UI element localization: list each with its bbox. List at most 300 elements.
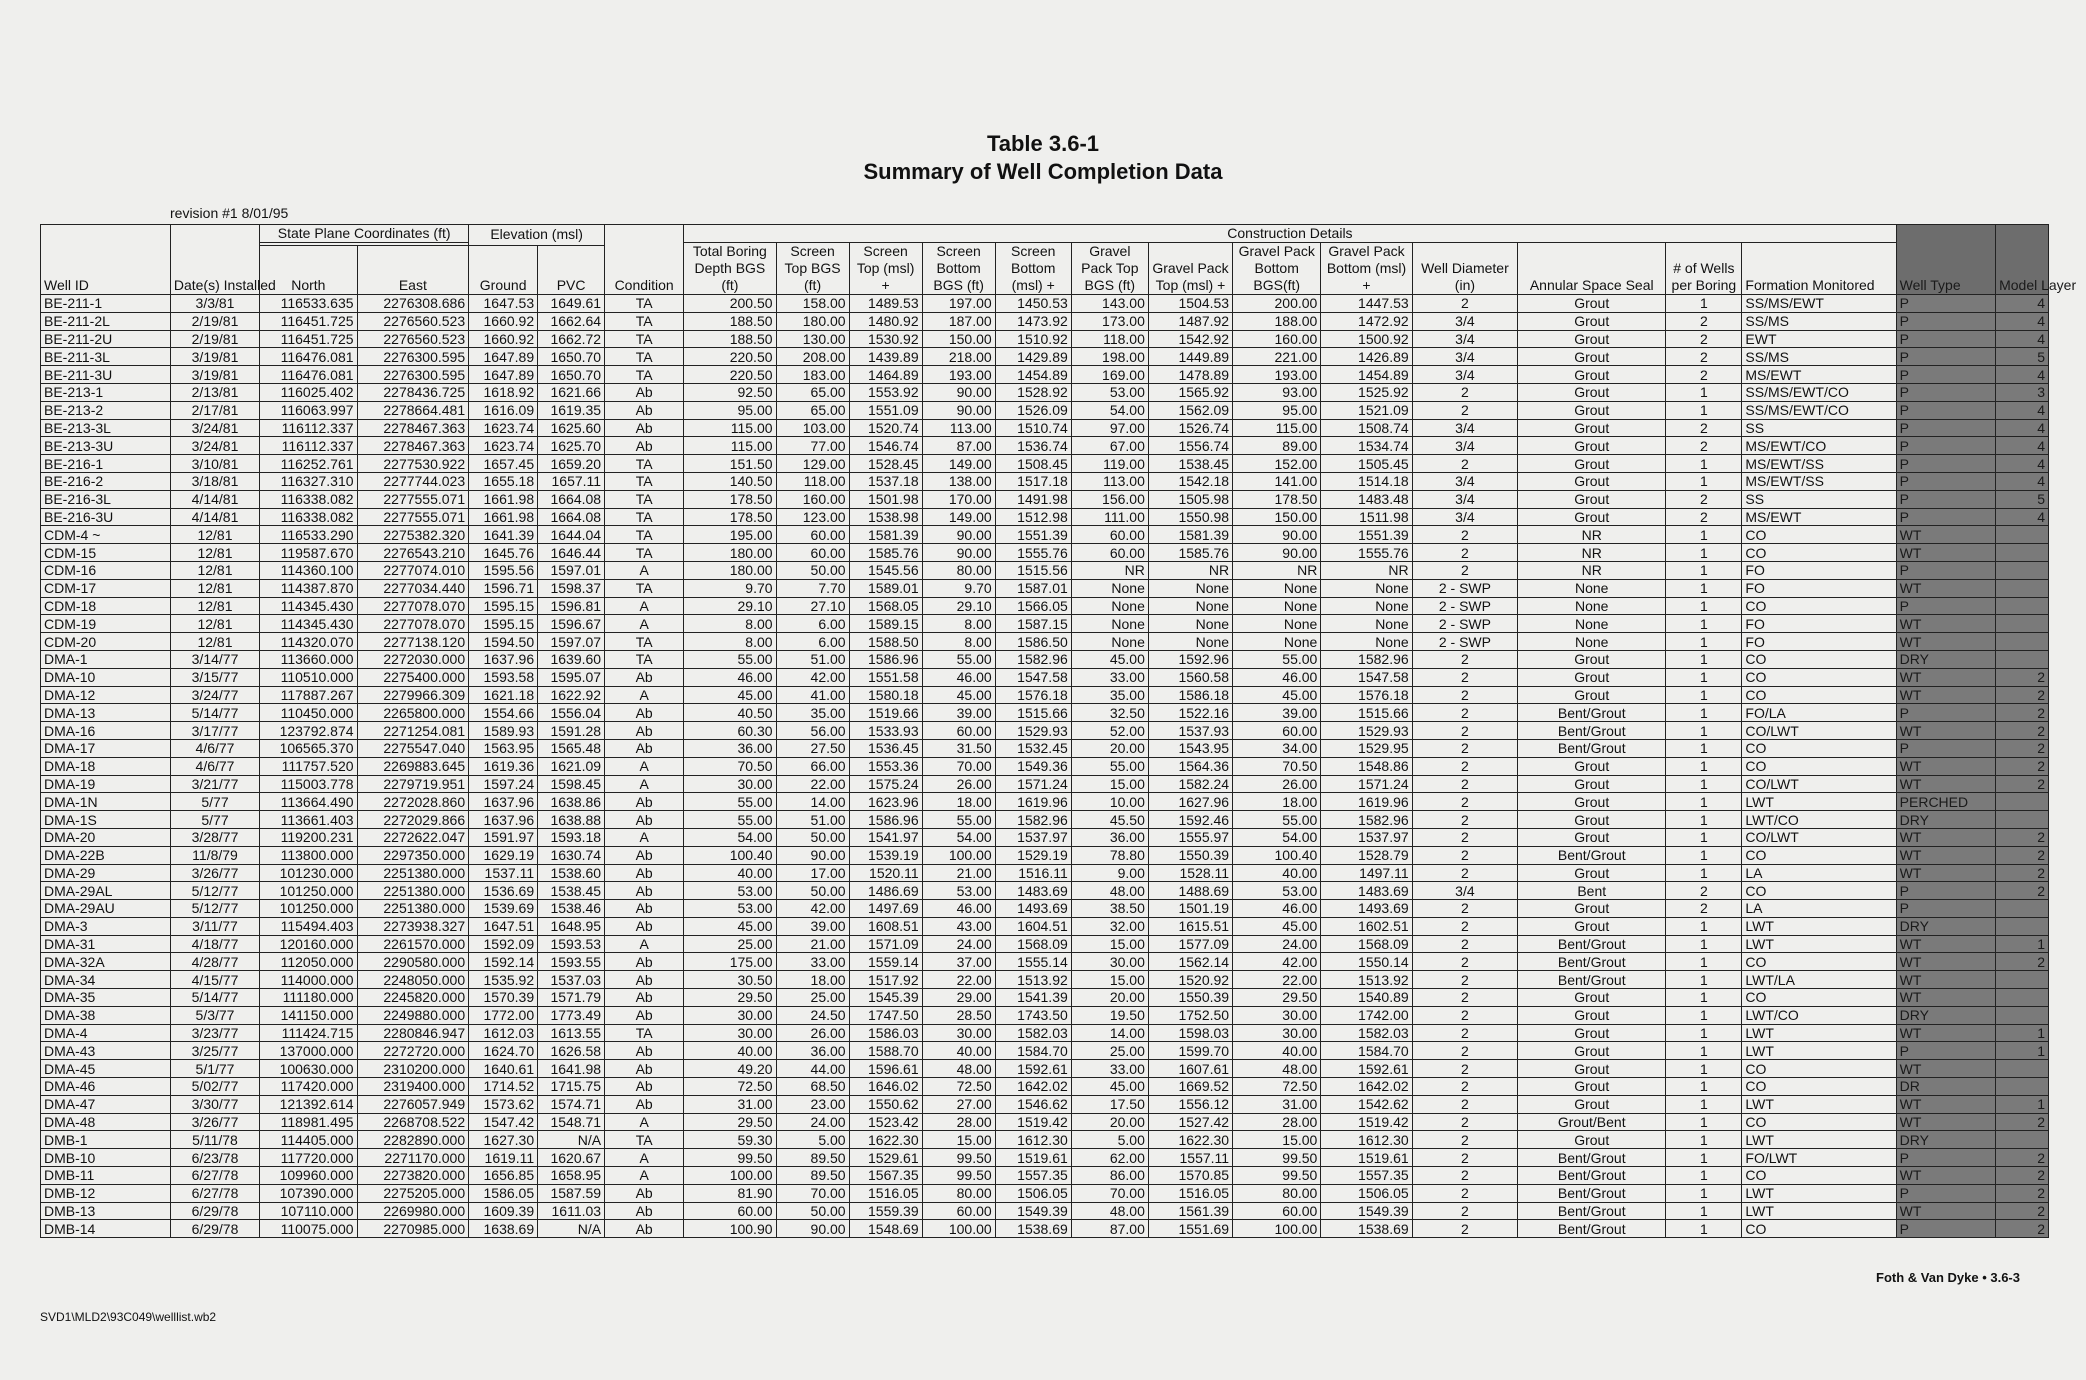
table-cell: 2272622.047 bbox=[357, 828, 469, 846]
table-cell: 180.00 bbox=[776, 312, 849, 330]
table-cell: DMB-10 bbox=[41, 1149, 171, 1167]
header-pvc: PVC bbox=[538, 245, 605, 294]
table-cell: 6/27/78 bbox=[170, 1184, 259, 1202]
table-cell: WT bbox=[1896, 757, 1995, 775]
table-cell: 2282890.000 bbox=[357, 1131, 469, 1149]
table-cell: 8.00 bbox=[922, 633, 995, 651]
table-cell: 1 bbox=[1666, 597, 1742, 615]
table-cell: Grout bbox=[1518, 490, 1666, 508]
table-cell: WT bbox=[1896, 971, 1995, 989]
table-cell: None bbox=[1148, 597, 1232, 615]
table-cell: 1556.12 bbox=[1148, 1095, 1232, 1113]
table-cell: 2 bbox=[1412, 846, 1518, 864]
table-cell: None bbox=[1148, 615, 1232, 633]
table-cell: 1549.36 bbox=[995, 757, 1071, 775]
table-cell: 14.00 bbox=[776, 793, 849, 811]
table-cell: DMA-46 bbox=[41, 1078, 171, 1096]
table-cell: 2 bbox=[1412, 1042, 1518, 1060]
table-cell: 70.00 bbox=[922, 757, 995, 775]
table-cell: 1 bbox=[1666, 739, 1742, 757]
table-cell: 100.00 bbox=[1233, 1220, 1321, 1238]
table-cell: 1638.88 bbox=[538, 811, 605, 829]
table-cell: Grout bbox=[1518, 775, 1666, 793]
table-cell: None bbox=[1321, 597, 1412, 615]
table-cell bbox=[1996, 811, 2049, 829]
table-cell: LWT bbox=[1742, 1095, 1896, 1113]
table-cell: 1664.08 bbox=[538, 508, 605, 526]
table-cell: TA bbox=[605, 544, 684, 562]
table-cell: 29.50 bbox=[1233, 989, 1321, 1007]
table-cell: SS bbox=[1742, 419, 1896, 437]
table-cell: 2 bbox=[1996, 1167, 2049, 1185]
table-cell: 1624.70 bbox=[469, 1042, 538, 1060]
table-cell: 45.00 bbox=[1233, 917, 1321, 935]
table-cell: Ab bbox=[605, 1184, 684, 1202]
table-cell: 1660.92 bbox=[469, 312, 538, 330]
table-cell: 1519.42 bbox=[1321, 1113, 1412, 1131]
table-cell: 29.10 bbox=[922, 597, 995, 615]
table-cell: 1519.42 bbox=[995, 1113, 1071, 1131]
table-cell: DMA-29AU bbox=[41, 900, 171, 918]
table-cell: 218.00 bbox=[922, 348, 995, 366]
table-cell: 114360.100 bbox=[260, 561, 357, 579]
table-cell: 200.00 bbox=[1233, 295, 1321, 313]
table-cell: DMA-38 bbox=[41, 1006, 171, 1024]
table-cell: 112050.000 bbox=[260, 953, 357, 971]
table-cell: 1 bbox=[1666, 989, 1742, 1007]
table-cell: 29.10 bbox=[684, 597, 776, 615]
table-cell: P bbox=[1896, 366, 1995, 384]
table-cell: 1500.92 bbox=[1321, 330, 1412, 348]
table-cell: 54.00 bbox=[1233, 828, 1321, 846]
table-cell: None bbox=[1518, 579, 1666, 597]
table-cell: 1535.92 bbox=[469, 971, 538, 989]
table-cell: TA bbox=[605, 579, 684, 597]
table-cell: 60.00 bbox=[684, 1202, 776, 1220]
table-cell: 90.00 bbox=[776, 1220, 849, 1238]
table-cell: 62.00 bbox=[1071, 1149, 1148, 1167]
table-cell: 1567.35 bbox=[849, 1167, 922, 1185]
table-cell: 149.00 bbox=[922, 455, 995, 473]
table-cell: 55.00 bbox=[1071, 757, 1148, 775]
table-cell: 1447.53 bbox=[1321, 295, 1412, 313]
table-cell: 99.50 bbox=[1233, 1167, 1321, 1185]
table-cell: BE-213-3U bbox=[41, 437, 171, 455]
table-cell: 68.50 bbox=[776, 1078, 849, 1096]
table-cell: 2 bbox=[1412, 1060, 1518, 1078]
table-cell: 120160.000 bbox=[260, 935, 357, 953]
table-cell: 1623.74 bbox=[469, 437, 538, 455]
table-cell: DMA-1N bbox=[41, 793, 171, 811]
table-cell: 1582.96 bbox=[1321, 811, 1412, 829]
table-cell: DMB-11 bbox=[41, 1167, 171, 1185]
table-cell: DMB-14 bbox=[41, 1220, 171, 1238]
table-row bbox=[41, 1006, 2049, 1024]
table-cell: 2251380.000 bbox=[357, 900, 469, 918]
table-cell: 2 bbox=[1412, 455, 1518, 473]
table-cell: 32.50 bbox=[1071, 704, 1148, 722]
table-cell: 6.00 bbox=[776, 633, 849, 651]
table-cell: 1562.14 bbox=[1148, 953, 1232, 971]
table-cell: 1542.92 bbox=[1148, 330, 1232, 348]
table-cell: Ab bbox=[605, 1220, 684, 1238]
table-cell: 1528.79 bbox=[1321, 846, 1412, 864]
table-cell: 2276308.686 bbox=[357, 295, 469, 313]
table-cell: 1623.74 bbox=[469, 419, 538, 437]
table-cell: WT bbox=[1896, 1024, 1995, 1042]
table-cell: 1525.92 bbox=[1321, 383, 1412, 401]
table-cell: 33.00 bbox=[776, 953, 849, 971]
table-cell: 160.00 bbox=[1233, 330, 1321, 348]
table-cell: 115.00 bbox=[1233, 419, 1321, 437]
table-cell: 193.00 bbox=[1233, 366, 1321, 384]
table-cell: 116063.997 bbox=[260, 401, 357, 419]
table-cell: 90.00 bbox=[1233, 544, 1321, 562]
table-cell bbox=[1996, 793, 2049, 811]
table-cell: 208.00 bbox=[776, 348, 849, 366]
table-cell: DMB-1 bbox=[41, 1131, 171, 1149]
table-row bbox=[41, 935, 2049, 953]
table-cell: None bbox=[1071, 633, 1148, 651]
table-cell: 99.50 bbox=[922, 1167, 995, 1185]
table-cell: 33.00 bbox=[1071, 1060, 1148, 1078]
table-cell: 2310200.000 bbox=[357, 1060, 469, 1078]
table-cell: 2 bbox=[1666, 330, 1742, 348]
table-cell: 5/3/77 bbox=[170, 1006, 259, 1024]
table-cell: 10.00 bbox=[1071, 793, 1148, 811]
table-cell: 113800.000 bbox=[260, 846, 357, 864]
table-cell: 23.00 bbox=[776, 1095, 849, 1113]
table-cell: 1571.24 bbox=[1321, 775, 1412, 793]
table-cell: N/A bbox=[538, 1220, 605, 1238]
table-cell: 4/6/77 bbox=[170, 739, 259, 757]
table-cell: 1773.49 bbox=[538, 1006, 605, 1024]
table-cell: P bbox=[1896, 472, 1995, 490]
table-cell bbox=[1996, 971, 2049, 989]
table-cell: 1584.70 bbox=[995, 1042, 1071, 1060]
table-cell: Bent/Grout bbox=[1518, 739, 1666, 757]
table-cell: 1516.11 bbox=[995, 864, 1071, 882]
table-cell: BE-216-3U bbox=[41, 508, 171, 526]
table-row bbox=[41, 775, 2049, 793]
table-cell: Grout bbox=[1518, 508, 1666, 526]
table-cell: 1541.39 bbox=[995, 989, 1071, 1007]
table-cell: 1587.15 bbox=[995, 615, 1071, 633]
table-cell: 67.00 bbox=[1071, 437, 1148, 455]
table-cell: CO bbox=[1742, 544, 1896, 562]
table-row bbox=[41, 561, 2049, 579]
table-cell: 1573.62 bbox=[469, 1095, 538, 1113]
table-cell bbox=[1996, 900, 2049, 918]
table-cell: 1577.09 bbox=[1148, 935, 1232, 953]
table-cell: TA bbox=[605, 295, 684, 313]
table-cell: 5/77 bbox=[170, 793, 259, 811]
table-cell: 40.00 bbox=[1233, 864, 1321, 882]
table-row bbox=[41, 828, 2049, 846]
table-cell: 15.00 bbox=[922, 1131, 995, 1149]
table-cell: DMA-16 bbox=[41, 722, 171, 740]
table-cell: TA bbox=[605, 490, 684, 508]
table-cell: DMB-12 bbox=[41, 1184, 171, 1202]
table-cell: 1586.96 bbox=[849, 811, 922, 829]
table-cell: None bbox=[1321, 579, 1412, 597]
table-cell: DRY bbox=[1896, 917, 1995, 935]
table-cell: 2 bbox=[1412, 686, 1518, 704]
table-cell: 1595.07 bbox=[538, 668, 605, 686]
table-cell: Grout bbox=[1518, 1078, 1666, 1096]
table-row bbox=[41, 1078, 2049, 1096]
table-cell: P bbox=[1896, 561, 1995, 579]
table-cell: 1501.19 bbox=[1148, 900, 1232, 918]
table-cell: 1586.05 bbox=[469, 1184, 538, 1202]
table-cell: Ab bbox=[605, 953, 684, 971]
table-cell: 45.00 bbox=[922, 686, 995, 704]
table-cell: 2276560.523 bbox=[357, 330, 469, 348]
table-cell: 2/19/81 bbox=[170, 312, 259, 330]
table-cell: 1612.30 bbox=[995, 1131, 1071, 1149]
table-cell: Grout bbox=[1518, 330, 1666, 348]
table-cell: 1 bbox=[1666, 722, 1742, 740]
table-cell: 2277078.070 bbox=[357, 615, 469, 633]
table-cell: 116025.402 bbox=[260, 383, 357, 401]
table-cell: 9.70 bbox=[922, 579, 995, 597]
table-cell: WT bbox=[1896, 935, 1995, 953]
table-cell: SS/MS/EWT/CO bbox=[1742, 401, 1896, 419]
table-row bbox=[41, 793, 2049, 811]
table-cell: 38.50 bbox=[1071, 900, 1148, 918]
table-cell: 4/18/77 bbox=[170, 935, 259, 953]
table-cell: P bbox=[1896, 437, 1995, 455]
table-cell: 2 bbox=[1412, 1113, 1518, 1131]
table-cell: 2 bbox=[1412, 1095, 1518, 1113]
table-cell: WT bbox=[1896, 722, 1995, 740]
table-cell: MS/EWT bbox=[1742, 366, 1896, 384]
page-title bbox=[0, 130, 2086, 186]
table-cell: DMA-31 bbox=[41, 935, 171, 953]
table-cell: 113660.000 bbox=[260, 650, 357, 668]
table-cell: 1638.86 bbox=[538, 793, 605, 811]
table-cell: 1547.42 bbox=[469, 1113, 538, 1131]
table-cell: A bbox=[605, 935, 684, 953]
table-row bbox=[41, 437, 2049, 455]
table-cell: 221.00 bbox=[1233, 348, 1321, 366]
table-cell: 60.30 bbox=[684, 722, 776, 740]
table-cell: CDM-18 bbox=[41, 597, 171, 615]
table-cell: WT bbox=[1896, 526, 1995, 544]
table-cell: 1655.18 bbox=[469, 472, 538, 490]
table-cell: 45.00 bbox=[684, 686, 776, 704]
table-cell: 5.00 bbox=[1071, 1131, 1148, 1149]
table-cell: 35.00 bbox=[776, 704, 849, 722]
table-cell: 1582.24 bbox=[1148, 775, 1232, 793]
table-cell: 2272029.866 bbox=[357, 811, 469, 829]
table-cell: Ab bbox=[605, 900, 684, 918]
table-cell: 90.00 bbox=[776, 846, 849, 864]
table-cell: 42.00 bbox=[776, 900, 849, 918]
table-cell: 3/25/77 bbox=[170, 1042, 259, 1060]
table-cell: 1526.74 bbox=[1148, 419, 1232, 437]
table-cell: 6/23/78 bbox=[170, 1149, 259, 1167]
table-cell: 2 bbox=[1412, 739, 1518, 757]
table-cell: None bbox=[1518, 615, 1666, 633]
table-cell: 4 bbox=[1996, 401, 2049, 419]
table-cell: 220.50 bbox=[684, 366, 776, 384]
table-cell: 107110.000 bbox=[260, 1202, 357, 1220]
table-cell: Bent/Grout bbox=[1518, 1149, 1666, 1167]
table-cell: Grout bbox=[1518, 686, 1666, 704]
table-cell: 115.00 bbox=[684, 437, 776, 455]
table-row bbox=[41, 900, 2049, 918]
table-cell: A bbox=[605, 757, 684, 775]
table-cell: 115.00 bbox=[684, 419, 776, 437]
table-cell: 123.00 bbox=[776, 508, 849, 526]
table-cell: 129.00 bbox=[776, 455, 849, 473]
table-cell: 1487.92 bbox=[1148, 312, 1232, 330]
table-cell: DMA-12 bbox=[41, 686, 171, 704]
table-cell: 9.70 bbox=[684, 579, 776, 597]
table-cell: 1630.74 bbox=[538, 846, 605, 864]
table-cell: FO bbox=[1742, 579, 1896, 597]
table-cell: 2251380.000 bbox=[357, 864, 469, 882]
table-cell: P bbox=[1896, 312, 1995, 330]
table-cell: 1520.92 bbox=[1148, 971, 1232, 989]
table-cell: 149.00 bbox=[922, 508, 995, 526]
table-cell: 50.00 bbox=[776, 828, 849, 846]
table-cell: 2278467.363 bbox=[357, 437, 469, 455]
table-cell: 2277078.070 bbox=[357, 597, 469, 615]
table-cell: 1568.09 bbox=[995, 935, 1071, 953]
table-cell: 2290580.000 bbox=[357, 953, 469, 971]
table-cell: 19.50 bbox=[1071, 1006, 1148, 1024]
table-cell: DMA-4 bbox=[41, 1024, 171, 1042]
table-cell: 2 bbox=[1412, 811, 1518, 829]
table-cell: 40.00 bbox=[684, 1042, 776, 1060]
table-cell: 2319400.000 bbox=[357, 1078, 469, 1096]
table-cell: 116112.337 bbox=[260, 419, 357, 437]
table-cell: 1550.39 bbox=[1148, 989, 1232, 1007]
table-cell: 1647.51 bbox=[469, 917, 538, 935]
table-cell: 100.40 bbox=[684, 846, 776, 864]
table-cell: 119200.231 bbox=[260, 828, 357, 846]
table-cell: 1548.71 bbox=[538, 1113, 605, 1131]
table-cell: 70.00 bbox=[776, 1184, 849, 1202]
table-cell: 1536.69 bbox=[469, 882, 538, 900]
table-cell: 1619.96 bbox=[995, 793, 1071, 811]
table-cell: 1598.03 bbox=[1148, 1024, 1232, 1042]
table-cell: 1 bbox=[1666, 811, 1742, 829]
table-row bbox=[41, 1149, 2049, 1167]
table-cell: BE-211-3L bbox=[41, 348, 171, 366]
table-cell: 3/4 bbox=[1412, 419, 1518, 437]
table-cell: 1 bbox=[1666, 1060, 1742, 1078]
table-cell: P bbox=[1896, 419, 1995, 437]
table-cell: 30.50 bbox=[684, 971, 776, 989]
table-cell: None bbox=[1071, 597, 1148, 615]
table-cell: 1650.70 bbox=[538, 366, 605, 384]
table-cell: 116112.337 bbox=[260, 437, 357, 455]
table-cell: 1545.39 bbox=[849, 989, 922, 1007]
table-cell: 2 bbox=[1412, 1149, 1518, 1167]
table-cell: LWT bbox=[1742, 1131, 1896, 1149]
header-annular-seal: Annular Space Seal bbox=[1518, 243, 1666, 295]
table-cell: 1597.01 bbox=[538, 561, 605, 579]
table-cell: None bbox=[1518, 597, 1666, 615]
table-cell: 2 - SWP bbox=[1412, 633, 1518, 651]
table-cell: 140.50 bbox=[684, 472, 776, 490]
table-cell: 1595.56 bbox=[469, 561, 538, 579]
table-cell: 2 bbox=[1996, 828, 2049, 846]
table-cell: CO bbox=[1742, 882, 1896, 900]
table-cell: 1 bbox=[1666, 561, 1742, 579]
table-cell: 14.00 bbox=[1071, 1024, 1148, 1042]
table-cell: 45.50 bbox=[1071, 811, 1148, 829]
table-cell: 1611.03 bbox=[538, 1202, 605, 1220]
header-screen-top-msl: Screen Top (msl) + bbox=[849, 243, 922, 295]
table-cell: Grout bbox=[1518, 401, 1666, 419]
table-cell: 1 bbox=[1666, 704, 1742, 722]
table-cell: Grout bbox=[1518, 295, 1666, 313]
table-cell: 101230.000 bbox=[260, 864, 357, 882]
table-cell: 111757.520 bbox=[260, 757, 357, 775]
table-cell: WT bbox=[1896, 633, 1995, 651]
table-cell: P bbox=[1896, 508, 1995, 526]
table-cell: 1486.69 bbox=[849, 882, 922, 900]
table-cell: 1621.09 bbox=[538, 757, 605, 775]
table-cell: 1622.30 bbox=[1148, 1131, 1232, 1149]
table-cell: 2 bbox=[1412, 526, 1518, 544]
table-cell: Grout bbox=[1518, 455, 1666, 473]
table-cell: 3/4 bbox=[1412, 490, 1518, 508]
header-screen-bottom-bgs: Screen Bottom BGS (ft) bbox=[922, 243, 995, 295]
table-cell: 1616.09 bbox=[469, 401, 538, 419]
table-cell: 1582.96 bbox=[1321, 650, 1412, 668]
table-cell: 1510.92 bbox=[995, 330, 1071, 348]
table-row bbox=[41, 597, 2049, 615]
table-cell: Bent/Grout bbox=[1518, 1184, 1666, 1202]
table-cell: 1619.11 bbox=[469, 1149, 538, 1167]
table-cell: 1515.56 bbox=[995, 561, 1071, 579]
table-cell: 150.00 bbox=[922, 330, 995, 348]
table-cell: 2 bbox=[1412, 1006, 1518, 1024]
table-cell: CO bbox=[1742, 1060, 1896, 1078]
table-cell: 1528.92 bbox=[995, 383, 1071, 401]
table-cell: 1565.48 bbox=[538, 739, 605, 757]
table-cell: 1515.66 bbox=[1321, 704, 1412, 722]
table-cell: None bbox=[1071, 615, 1148, 633]
table-cell: 1581.39 bbox=[1148, 526, 1232, 544]
table-cell: LWT bbox=[1742, 935, 1896, 953]
table-cell: DRY bbox=[1896, 1006, 1995, 1024]
table-cell: 1592.61 bbox=[995, 1060, 1071, 1078]
table-cell: LWT bbox=[1742, 793, 1896, 811]
table-cell: 111.00 bbox=[1071, 508, 1148, 526]
table-cell: Bent/Grout bbox=[1518, 1167, 1666, 1185]
table-cell: 2272028.860 bbox=[357, 793, 469, 811]
table-cell: 3/26/77 bbox=[170, 1113, 259, 1131]
table-cell: 1529.95 bbox=[1321, 739, 1412, 757]
table-row bbox=[41, 1131, 2049, 1149]
table-cell: 1550.62 bbox=[849, 1095, 922, 1113]
table-cell: 1519.66 bbox=[849, 704, 922, 722]
table-cell: 54.00 bbox=[922, 828, 995, 846]
table-cell: 2276057.949 bbox=[357, 1095, 469, 1113]
table-cell: 2 bbox=[1412, 989, 1518, 1007]
table-cell: WT bbox=[1896, 544, 1995, 562]
table-cell: DMA-18 bbox=[41, 757, 171, 775]
table-cell: CO bbox=[1742, 989, 1896, 1007]
table-cell: 1627.30 bbox=[469, 1131, 538, 1149]
table-cell: 40.00 bbox=[684, 864, 776, 882]
